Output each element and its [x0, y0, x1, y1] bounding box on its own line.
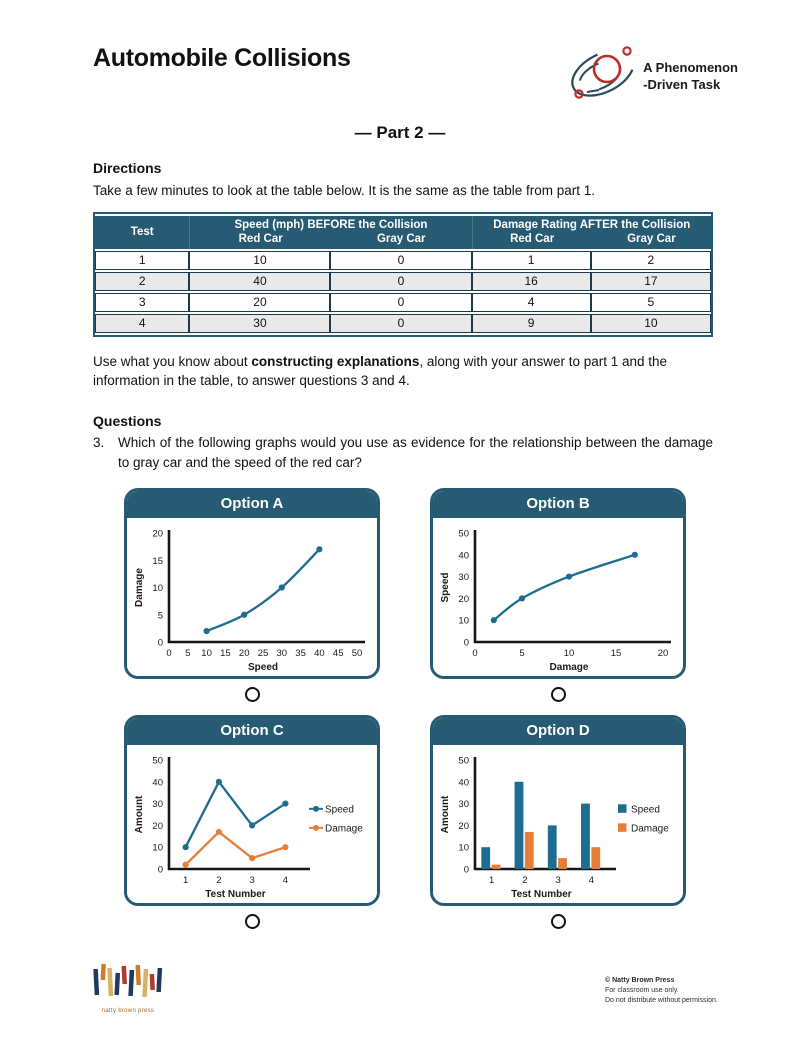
- col-group-damage: [472, 216, 711, 249]
- instructions-bold: constructing explanations: [251, 353, 420, 369]
- svg-text:0: 0: [463, 637, 469, 649]
- svg-text:20: 20: [657, 648, 669, 660]
- svg-text:50: 50: [458, 755, 469, 767]
- table-cell: 16: [472, 272, 591, 291]
- option-c-card: [124, 715, 380, 906]
- option-d-chart: [438, 750, 678, 900]
- svg-text:0: 0: [157, 864, 163, 876]
- svg-text:10: 10: [152, 842, 163, 854]
- svg-text:15: 15: [152, 555, 163, 567]
- table-cell: 30: [189, 314, 330, 333]
- table-cell: 2: [591, 251, 711, 270]
- subheader-speed-red-car: Red Car: [238, 232, 283, 245]
- subheader-speed-gray-car: Gray Car: [376, 232, 426, 245]
- svg-text:45: 45: [332, 648, 344, 660]
- option-c-cell: [124, 715, 380, 929]
- instructions-post: , along with your answer to part 1 and the information in the table, to answer questions 3 and 4.: [93, 353, 668, 389]
- svg-text:1: 1: [488, 875, 495, 887]
- table-cell: 1: [472, 251, 591, 270]
- col-header-test: Test: [95, 216, 189, 249]
- table-cell: 4: [95, 314, 189, 333]
- svg-text:10: 10: [563, 648, 575, 660]
- svg-text:3: 3: [555, 875, 561, 887]
- question-3-text: Which of the following graphs would you use as evidence for the relationship between the damage to gray car and the speed of the red car?: [118, 434, 713, 470]
- logo-text-line1: A Phenomenon: [643, 59, 738, 75]
- svg-text:Amount: Amount: [134, 795, 145, 834]
- svg-text:40: 40: [152, 777, 163, 789]
- svg-text:5: 5: [519, 648, 525, 660]
- table-cell: 17: [591, 272, 711, 291]
- table-cell: 4: [472, 293, 591, 312]
- table-row: [95, 293, 711, 312]
- svg-text:50: 50: [458, 528, 469, 540]
- svg-text:Test Number: Test Number: [511, 889, 572, 901]
- option-d-card: [430, 715, 686, 906]
- logo-text-line2: -Driven Task: [643, 76, 721, 92]
- svg-text:4: 4: [282, 875, 289, 887]
- publisher-bars-icon: [92, 962, 164, 1002]
- directions-heading: Directions: [93, 160, 162, 176]
- table-cell: 10: [189, 251, 330, 270]
- option-a-chart: [132, 523, 372, 673]
- subheader-damage-gray-car: Gray Car: [627, 232, 676, 245]
- svg-text:20: 20: [238, 648, 250, 660]
- option-d-radio[interactable]: [551, 914, 566, 929]
- table-body: [95, 251, 711, 333]
- svg-text:Speed: Speed: [440, 572, 451, 603]
- svg-text:20: 20: [458, 821, 469, 833]
- svg-text:15: 15: [220, 648, 231, 660]
- svg-text:5: 5: [157, 610, 163, 622]
- svg-text:Damage: Damage: [549, 662, 589, 674]
- table-cell: 2: [95, 272, 189, 291]
- subheader-damage-red-car: Red Car: [510, 232, 555, 245]
- svg-text:5: 5: [185, 648, 191, 660]
- table-cell: 40: [189, 272, 330, 291]
- option-a-header: Option A: [127, 491, 377, 518]
- svg-text:30: 30: [458, 799, 469, 811]
- phenomenon-logo: [565, 44, 738, 109]
- svg-text:35: 35: [295, 648, 306, 660]
- option-b-cell: [430, 488, 686, 702]
- option-c-header: Option C: [127, 718, 377, 745]
- svg-text:25: 25: [257, 648, 269, 660]
- table-cell: 10: [591, 314, 711, 333]
- question-3-number: 3.: [93, 434, 105, 450]
- col-group-speed: [189, 216, 471, 249]
- option-c-radio[interactable]: [245, 914, 260, 929]
- svg-text:30: 30: [152, 799, 163, 811]
- orbit-atom-icon: [565, 44, 641, 109]
- publisher-logo: [88, 962, 168, 1014]
- directions-text: Take a few minutes to look at the table below. It is the same as the table from part 1.: [93, 183, 596, 198]
- svg-text:4: 4: [588, 875, 595, 887]
- svg-text:Speed: Speed: [631, 804, 660, 816]
- answer-options: [124, 488, 800, 929]
- option-a-card: [124, 488, 380, 679]
- svg-text:15: 15: [610, 648, 622, 660]
- table-cell: 1: [95, 251, 189, 270]
- option-b-header: Option B: [433, 491, 683, 518]
- table-cell: 9: [472, 314, 591, 333]
- svg-text:10: 10: [201, 648, 212, 660]
- svg-text:40: 40: [314, 648, 325, 660]
- svg-text:20: 20: [152, 528, 163, 540]
- option-d-cell: [430, 715, 686, 929]
- question-3: [93, 433, 713, 474]
- table-header-row: [95, 216, 711, 249]
- group-speed-label: Speed (mph) BEFORE the Collision: [234, 218, 428, 231]
- option-d-header: Option D: [433, 718, 683, 745]
- svg-text:Speed: Speed: [325, 804, 354, 816]
- svg-text:30: 30: [458, 572, 469, 584]
- option-b-radio[interactable]: [551, 687, 566, 702]
- page-header: [0, 0, 800, 109]
- svg-text:2: 2: [216, 875, 222, 887]
- svg-text:30: 30: [276, 648, 288, 660]
- svg-text:50: 50: [152, 755, 163, 767]
- content-area: [93, 160, 713, 473]
- table-cell: 0: [330, 251, 471, 270]
- svg-text:Amount: Amount: [440, 795, 451, 834]
- svg-text:Damage: Damage: [325, 823, 363, 835]
- publisher-name: natty brown press: [101, 1008, 155, 1014]
- option-a-radio[interactable]: [245, 687, 260, 702]
- logo-text: [643, 60, 738, 94]
- svg-text:20: 20: [152, 821, 163, 833]
- svg-text:40: 40: [458, 777, 469, 789]
- table-cell: 0: [330, 272, 471, 291]
- svg-text:10: 10: [152, 583, 163, 595]
- instructions-text: [93, 352, 713, 391]
- svg-text:Test Number: Test Number: [205, 889, 266, 901]
- page-title: Automobile Collisions: [93, 44, 351, 72]
- svg-text:10: 10: [458, 615, 469, 627]
- svg-text:50: 50: [351, 648, 363, 660]
- svg-text:10: 10: [458, 842, 469, 854]
- copyright-line1: © Natty Brown Press: [605, 977, 675, 984]
- part-heading: — Part 2 —: [354, 123, 446, 142]
- option-c-chart: [132, 750, 372, 900]
- group-damage-label: Damage Rating AFTER the Collision: [493, 218, 691, 231]
- instructions-pre: Use what you know about: [93, 353, 252, 369]
- svg-text:0: 0: [166, 648, 172, 660]
- svg-text:Damage: Damage: [134, 568, 145, 608]
- option-a-cell: [124, 488, 380, 702]
- svg-text:3: 3: [249, 875, 255, 887]
- svg-text:2: 2: [522, 875, 528, 887]
- table-cell: 20: [189, 293, 330, 312]
- table-cell: 0: [330, 293, 471, 312]
- table-row: [95, 272, 711, 291]
- svg-text:Speed: Speed: [247, 662, 279, 674]
- option-b-card: [430, 488, 686, 679]
- table-cell: 3: [95, 293, 189, 312]
- table-row: [95, 314, 711, 333]
- svg-text:0: 0: [463, 864, 469, 876]
- table-row: [95, 251, 711, 270]
- table-cell: 0: [330, 314, 471, 333]
- svg-text:40: 40: [458, 550, 469, 562]
- svg-text:Damage: Damage: [631, 823, 669, 835]
- table-cell: 5: [591, 293, 711, 312]
- svg-text:0: 0: [157, 637, 163, 649]
- option-b-chart: [438, 523, 678, 673]
- questions-heading: Questions: [93, 412, 162, 429]
- svg-text:20: 20: [458, 594, 469, 606]
- svg-text:1: 1: [182, 875, 189, 887]
- copyright-block: [605, 976, 718, 1006]
- copyright-line2: For classroom use only.: [605, 987, 679, 995]
- collision-data-table: [93, 212, 713, 337]
- copyright-line3: Do not distribute without permission.: [605, 997, 718, 1005]
- svg-text:0: 0: [472, 648, 478, 660]
